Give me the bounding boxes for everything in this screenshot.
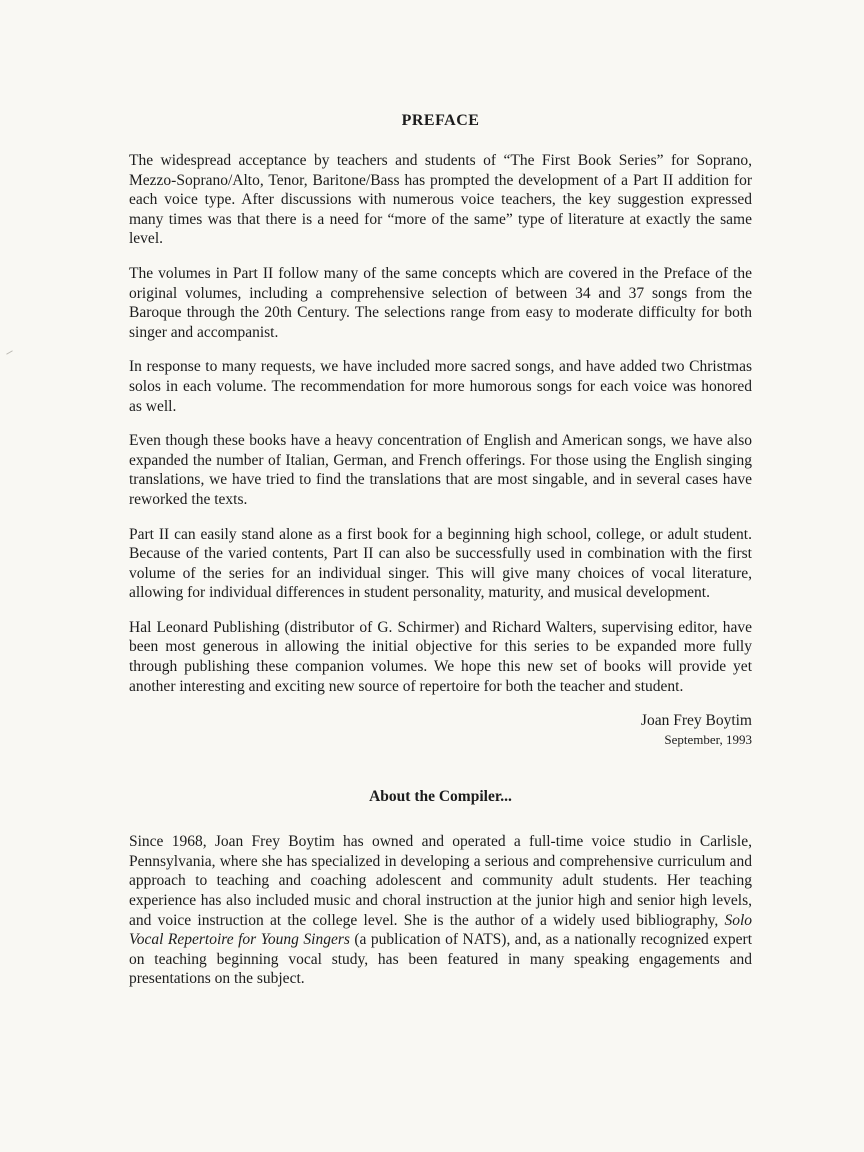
signature-name: Joan Frey Boytim <box>640 712 752 730</box>
preface-title: PREFACE <box>401 112 480 129</box>
about-compiler-title: About the Compiler... <box>369 788 512 806</box>
preface-paragraph-1: The widespread acceptance by teachers and students of “The First Book Series” for Soprano, Mezzo-Soprano/Alto, Tenor, Baritone/Bass has prompted the development of a Part II addition for each voice type. After discussions with numerous voice teachers, the key suggestion expressed many times was that there is a need for “more of the same” type of literature at exactly the same level. <box>129 152 752 248</box>
about-text-tail: (a publication of NATS), and, as a nationally recognized expert on teaching beginning vocal study, has been featured in many speaking engagements and presentations on the subject. <box>129 931 752 988</box>
preface-paragraph-5: Part II can easily stand alone as a first book for a beginning high school, college, or adult student. Because of the varied contents, Part II can also be successfully used in combination with the first volume of the series for an individual singer. This will give many choices of vocal literature, allowing for individual differences in student personality, maturity, and musical development. <box>129 525 752 602</box>
book-title-citation: Solo Vocal Repertoire for Young Singers <box>129 911 752 949</box>
signature-date: September, 1993 <box>664 732 752 748</box>
about-compiler-paragraph <box>129 832 752 989</box>
preface-paragraph-3: In response to many requests, we have included more sacred songs, and have added two Christmas solos in each volume. The recommendation for more humorous songs for each voice was honored as well. <box>129 358 752 415</box>
preface-paragraph-4: Even though these books have a heavy concentration of English and American songs, we have also expanded the number of Italian, German, and French offerings. For those using the English singing translations, we have tried to find the translations that are most singable, and in several cases have reworked the texts. <box>129 432 752 508</box>
about-text-lead: Since 1968, Joan Frey Boytim has owned and operated a full-time voice studio in Carlisle, Pennsylvania, where she has specialized in developing a serious and comprehensive curriculum and approach to teaching and coaching adolescent and community adult students. Her teaching experience has also included music and choral instruction at the junior high and senior high levels, and voice instruction at the college level. She is the author of a widely used bibliography, <box>129 833 752 929</box>
preface-paragraph-2: The volumes in Part II follow many of the same concepts which are covered in the Preface of the original volumes, including a comprehensive selection of between 34 and 37 songs from the Baroque through the 20th Century. The selections range from easy to moderate difficulty for both singer and accompanist. <box>129 264 752 341</box>
signature-block <box>129 711 752 748</box>
preface-paragraph-6: Hal Leonard Publishing (distributor of G. Schirmer) and Richard Walters, supervising editor, have been most generous in allowing the initial objective for this series to be expanded more fully through publishing these companion volumes. We hope this new set of books will provide yet another interesting and exciting new source of repertoire for both the teacher and student. <box>129 618 752 695</box>
scan-artifact <box>6 350 13 354</box>
